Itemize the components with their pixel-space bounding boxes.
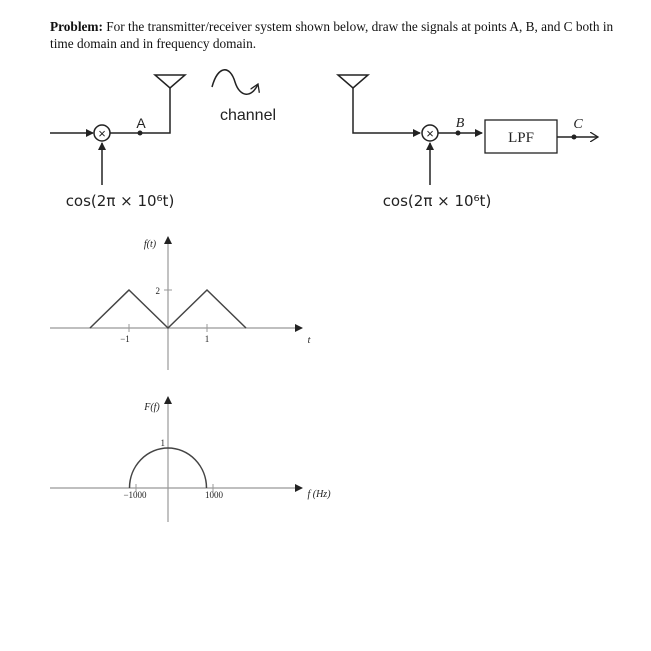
- ff-ylabel: F(f): [144, 402, 160, 413]
- point-b-dot: [456, 131, 461, 136]
- ft-x-tick-label-pos: 1: [204, 334, 210, 344]
- time-domain-plot: [50, 237, 311, 370]
- point-b-label: B: [455, 116, 465, 131]
- rx-multiplier-symbol: ×: [426, 126, 434, 141]
- rx-multiplier: [422, 125, 438, 141]
- tx-carrier-label: cos(2π × 10⁶t): [65, 192, 175, 210]
- point-a-label: A: [136, 115, 146, 131]
- tx-antenna-icon: [155, 75, 185, 88]
- problem-text: For the transmitter/receiver system shown below, draw the signals at points A, B, and C both in time domain and in frequency domain.: [50, 19, 614, 51]
- point-c-dot: [572, 135, 577, 140]
- channel: [212, 70, 276, 124]
- receiver: [338, 75, 598, 210]
- channel-label: channel: [219, 107, 277, 124]
- frequency-domain-plot: [50, 397, 331, 522]
- transmitter: [50, 75, 185, 210]
- rx-antenna-icon: [338, 75, 368, 88]
- ff-x-tick-label-neg: −1000: [123, 490, 147, 500]
- ft-y-tick-label: 2: [155, 286, 160, 296]
- tx-multiplier: [94, 125, 110, 141]
- channel-wave-icon: [212, 70, 258, 94]
- ft-x-tick-label-neg: −1: [120, 334, 130, 344]
- ft-ylabel: f(t): [143, 239, 157, 250]
- ff-y-tick-label: 1: [160, 438, 165, 448]
- ff-xlabel: f (Hz): [307, 489, 331, 500]
- rx-input-line: [353, 88, 420, 133]
- lpf-label: LPF: [508, 130, 534, 146]
- ft-xlabel: t: [307, 335, 311, 346]
- point-a-dot: [138, 131, 143, 136]
- ff-x-tick-label-pos: 1000: [205, 490, 223, 500]
- rx-carrier-label: cos(2π × 10⁶t): [382, 192, 492, 210]
- tx-multiplier-symbol: ×: [98, 126, 106, 141]
- point-c-label: C: [573, 117, 583, 132]
- problem-heading: Problem:: [50, 19, 103, 34]
